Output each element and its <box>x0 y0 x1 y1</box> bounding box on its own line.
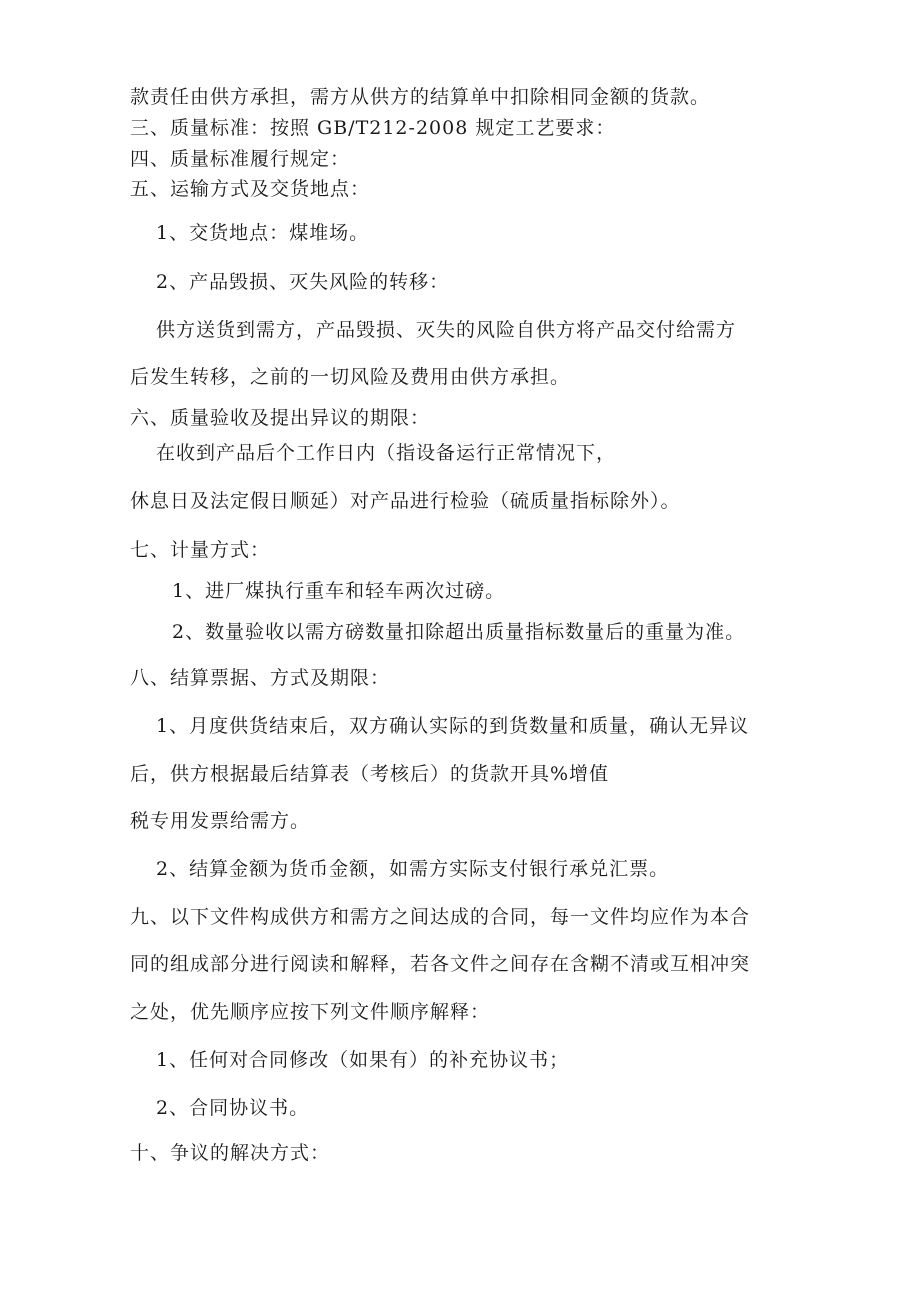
text-line: 在收到产品后个工作日内（指设备运行正常情况下， <box>156 442 617 464</box>
section-heading: 十、争议的解决方式： <box>130 1142 331 1164</box>
text-line: 休息日及法定假日顺延）对产品进行检验（硫质量指标除外）。 <box>130 490 681 512</box>
section-heading: 九、以下文件构成供方和需方之间达成的合同，每一文件均应作为本合 <box>130 906 751 928</box>
text-line: 后，供方根据最后结算表（考核后）的货款开具%增值 <box>130 763 610 785</box>
text-line: 款责任由供方承担，需方从供方的结算单中扣除相同金额的货款。 <box>130 86 711 108</box>
section-heading: 七、计量方式： <box>130 539 271 561</box>
text-line: 供方送货到需方，产品毁损、灭失的风险自供方将产品交付给需方 <box>156 319 737 341</box>
list-item: 2、产品毁损、灭失风险的转移： <box>156 271 450 293</box>
list-item: 2、结算金额为货币金额，如需方实际支付银行承兑汇票。 <box>156 858 670 880</box>
list-item: 1、任何对合同修改（如果有）的补充协议书； <box>156 1049 570 1071</box>
list-item: 1、交货地点：煤堆场。 <box>156 222 370 244</box>
text-line: 同的组成部分进行阅读和解释，若各文件之间存在含糊不清或互相冲突 <box>130 953 751 975</box>
section-heading: 六、质量验收及提出异议的期限： <box>130 407 431 429</box>
list-item: 2、合同协议书。 <box>156 1097 310 1119</box>
list-item: 2、数量验收以需方磅数量扣除超出质量指标数量后的重量为准。 <box>172 621 746 643</box>
text-line: 之处，优先顺序应按下列文件顺序解释： <box>130 1001 491 1023</box>
section-heading: 三、质量标准：按照 GB/T212-2008 规定工艺要求： <box>130 117 616 139</box>
text-line: 税专用发票给需方。 <box>130 810 311 832</box>
section-heading: 八、结算票据、方式及期限： <box>130 667 391 689</box>
list-item: 1、进厂煤执行重车和轻车两次过磅。 <box>172 580 506 602</box>
section-heading: 四、质量标准履行规定： <box>130 148 351 170</box>
text-line: 后发生转移，之前的一切风险及费用由供方承担。 <box>130 366 571 388</box>
list-item: 1、月度供货结束后，双方确认实际的到货数量和质量，确认无异议 <box>156 715 750 737</box>
section-heading: 五、运输方式及交货地点： <box>130 178 371 200</box>
